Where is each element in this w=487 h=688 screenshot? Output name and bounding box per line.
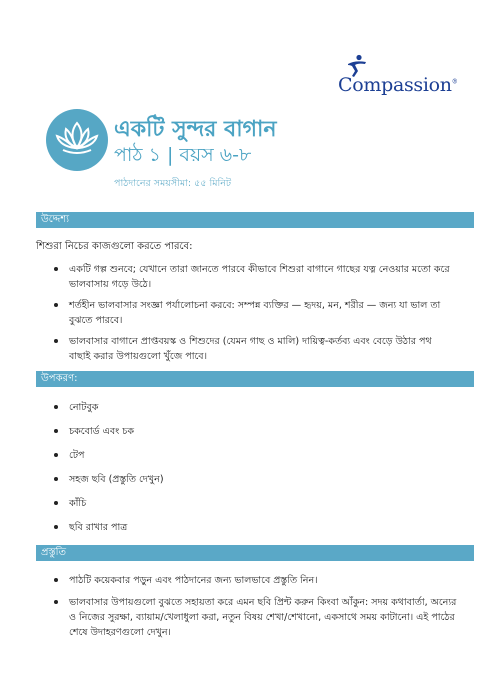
preparation-list — [52, 573, 457, 640]
objectives-intro: শিশুরা নিচের কাজগুলো করতে পারবে: — [36, 241, 193, 252]
list-item: টেপ — [52, 448, 452, 463]
compassion-logo — [336, 54, 458, 100]
lesson-subtitle: পাঠ ১ | বয়স ৬-৮ — [114, 144, 252, 166]
list-item: কাঁচি — [52, 496, 452, 511]
lesson-duration: পাঠদানের সময়সীমা: ৫৫ মিনিট — [114, 178, 232, 189]
list-item: সহজ ছবি (প্রস্তুতি দেখুন) — [52, 472, 452, 487]
page-title: একটি সুন্দর বাগান — [114, 117, 277, 142]
list-item: ছবি রাখার পাত্র — [52, 520, 452, 535]
logo-wordmark: Compassion® — [338, 74, 458, 96]
list-item: একটি গল্প শুনবে; যেখানে তারা জানতে পারবে কীভাবে শিশুরা বাগানে গাছের যত্ন নেওয়ার মতো করে ভালবাসায় গড়ে উঠে। — [52, 262, 452, 292]
list-item: ভালবাসার উপায়গুলো বুঝতে সহায়তা করে এমন ছবি প্রিন্ট করুন কিংবা আঁকুন: সদয় কথাবার্তা, অন্যের ও নিজের সুরক্ষা, ব্যায়াম/খেলাধুলা করা, নতুন বিষয় শেখা/শেখানো, একসাথে সময় কাটানো। এই পাঠের শেষে উদাহরণগুলো দেখুন। — [52, 595, 457, 640]
list-item: চকবোর্ড এবং চক — [52, 424, 452, 439]
section-heading-preparation: প্রস্তুতি — [36, 545, 474, 561]
section-heading-materials: উপকরণ: — [36, 371, 474, 387]
list-item: শর্তহীন ভালবাসার সংজ্ঞা পর্যালোচনা করবে: সম্পন্ন ব্যক্তির — হৃদয়, মন, শরীর — জন্য যা ভাল তা বুঝতে পারবে। — [52, 298, 452, 328]
objectives-list — [52, 262, 452, 364]
list-item: নোটবুক — [52, 400, 452, 415]
lotus-emblem — [46, 109, 108, 171]
section-heading-objectives: উদ্দেশ্য — [36, 212, 474, 228]
list-item: ভালবাসার বাগানে প্রাপ্তবয়স্ক ও শিশুদের (যেমন গাছ ও মালি) দায়িত্ব-কর্তব্য এবং বেড়ে উঠার পথ বাছাই করার উপায়গুলো খুঁজে পাবে। — [52, 334, 452, 364]
lotus-icon — [54, 119, 100, 159]
list-item: পাঠটি কয়েকবার পড়ুন এবং পাঠদানের জন্য ভালভাবে প্রস্তুতি নিন। — [52, 573, 457, 588]
materials-list — [52, 400, 452, 535]
